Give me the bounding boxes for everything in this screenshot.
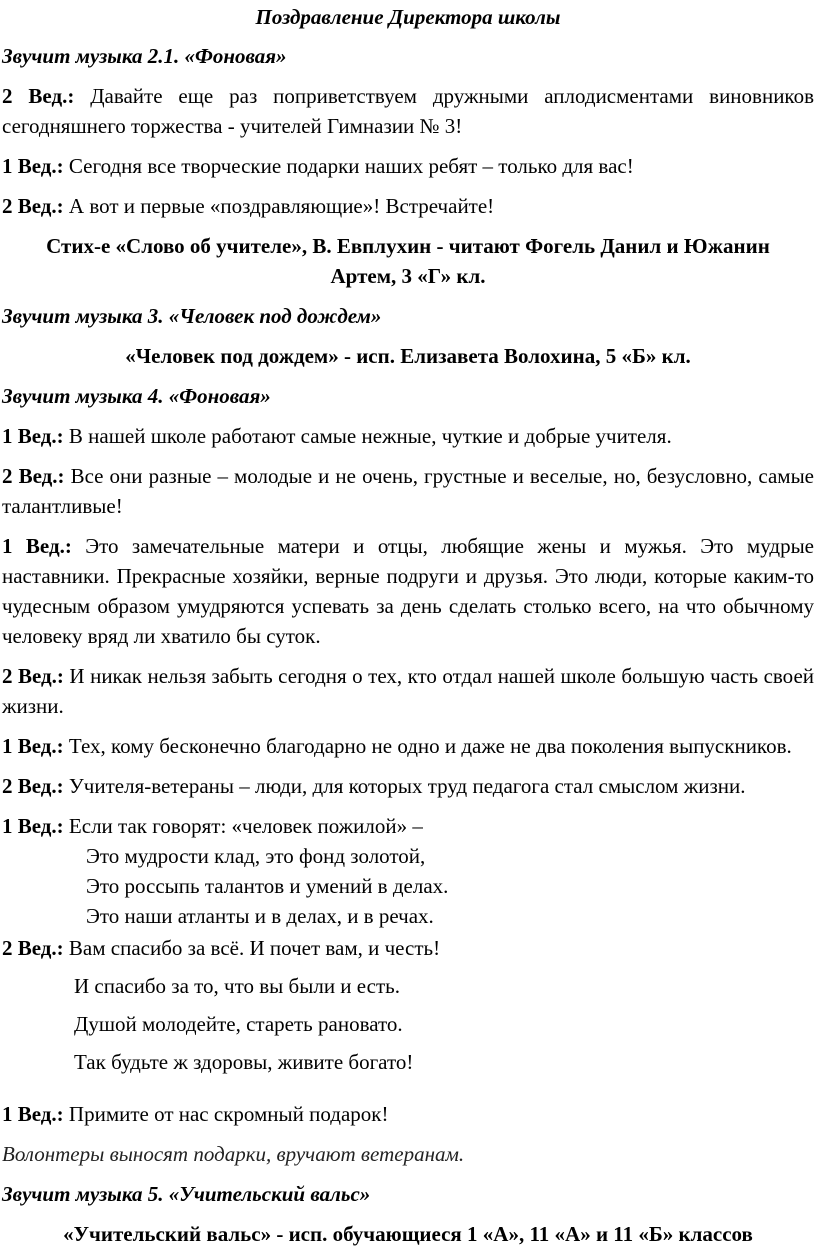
host-text: Учителя-ветераны – люди, для которых труд педагога стал смыслом жизни. (63, 774, 746, 798)
speaker-label: 1 Вед.: (2, 424, 64, 448)
speaker-label: 2 Вед.: (2, 774, 64, 798)
host-line (2, 1099, 814, 1129)
poem-line: Это мудрости клад, это фонд золотой, (86, 844, 426, 868)
poem-line: Душой молодейте, стареть рановато. (74, 1012, 403, 1036)
host-text: А вот и первые «поздравляющие»! Встречайте! (63, 194, 495, 218)
speaker-label: 2 Вед.: (2, 194, 64, 218)
performance-announcement: «Учительский вальс» - исп. обучающиеся 1 «А», 11 «А» и 11 «Б» классов (63, 1222, 753, 1246)
speaker-label: 1 Вед.: (2, 534, 72, 558)
host-line (2, 771, 814, 801)
host-text: В нашей школе работают самые нежные, чуткие и добрые учителя. (63, 424, 672, 448)
poem-line: Это россыпь талантов и умений в делах. (86, 874, 449, 898)
host-line (2, 731, 814, 761)
host-text: Тех, кому бесконечно благодарно не одно и даже не два поколения выпускников. (63, 734, 792, 758)
poem-block (2, 933, 814, 1077)
music-cue: Звучит музыка 4. «Фоновая» (2, 384, 271, 408)
host-line (2, 661, 814, 721)
document-title: Поздравление Директора школы (255, 5, 561, 29)
host-text: И никак нельзя забыть сегодня о тех, кто отдал нашей школе большую часть своей жизни. (2, 664, 814, 718)
speaker-label: 1 Вед.: (2, 1102, 64, 1126)
music-cue: Звучит музыка 3. «Человек под дождем» (2, 304, 382, 328)
host-line (2, 421, 814, 451)
poem-first-line (2, 811, 814, 841)
speaker-label: 2 Вед.: (2, 464, 65, 488)
host-text: Давайте еще раз поприветствуем дружными аплодисментами виновников сегодняшнего торжества - учителей Гимназии № 3! (2, 84, 814, 138)
poem-block (2, 811, 814, 931)
performance-announcement: Стих-е «Слово об учителе», В. Евплухин - читают Фогель Данил и Южанин Артем, 3 «Г» кл. (46, 234, 770, 288)
host-text: Примите от нас скромный подарок! (63, 1102, 389, 1126)
poem-line: Это наши атланты и в делах, и в речах. (86, 904, 434, 928)
poem-line: И спасибо за то, что вы были и есть. (74, 974, 400, 998)
speaker-label: 2 Вед.: (2, 936, 64, 960)
poem-line: Вам спасибо за всё. И почет вам, и честь! (63, 936, 441, 960)
speaker-label: 1 Вед.: (2, 814, 64, 838)
speaker-label: 2 Вед.: (2, 664, 64, 688)
speaker-label: 1 Вед.: (2, 154, 64, 178)
host-line (2, 81, 814, 141)
document-page (2, 0, 814, 1249)
host-line (2, 191, 814, 221)
host-line (2, 151, 814, 181)
host-text: Сегодня все творческие подарки наших ребят – только для вас! (63, 154, 634, 178)
host-text: Все они разные – молодые и не очень, грустные и веселые, но, безусловно, самые талантливые! (2, 464, 815, 518)
speaker-label: 1 Вед.: (2, 734, 64, 758)
poem-first-line (2, 933, 814, 963)
music-cue: Звучит музыка 5. «Учительский вальс» (2, 1182, 371, 1206)
host-text: Это замечательные матери и отцы, любящие жены и мужья. Это мудрые наставники. Прекрасные хозяйки, верные подруги и друзья. Это люди, которые каким-то чудесным образом умудряются успевать за день сделать столько всего, на что обычному человеку вряд ли хватило бы суток. (2, 534, 815, 648)
poem-line: Так будьте ж здоровы, живите богато! (74, 1050, 414, 1074)
stage-direction: Волонтеры выносят подарки, вручают ветеранам. (2, 1142, 465, 1166)
host-line (2, 531, 814, 651)
host-line (2, 461, 814, 521)
music-cue: Звучит музыка 2.1. «Фоновая» (2, 44, 287, 68)
performance-announcement: «Человек под дождем» - исп. Елизавета Волохина, 5 «Б» кл. (125, 344, 691, 368)
speaker-label: 2 Вед.: (2, 84, 75, 108)
poem-line: Если так говорят: «человек пожилой» – (63, 814, 423, 838)
